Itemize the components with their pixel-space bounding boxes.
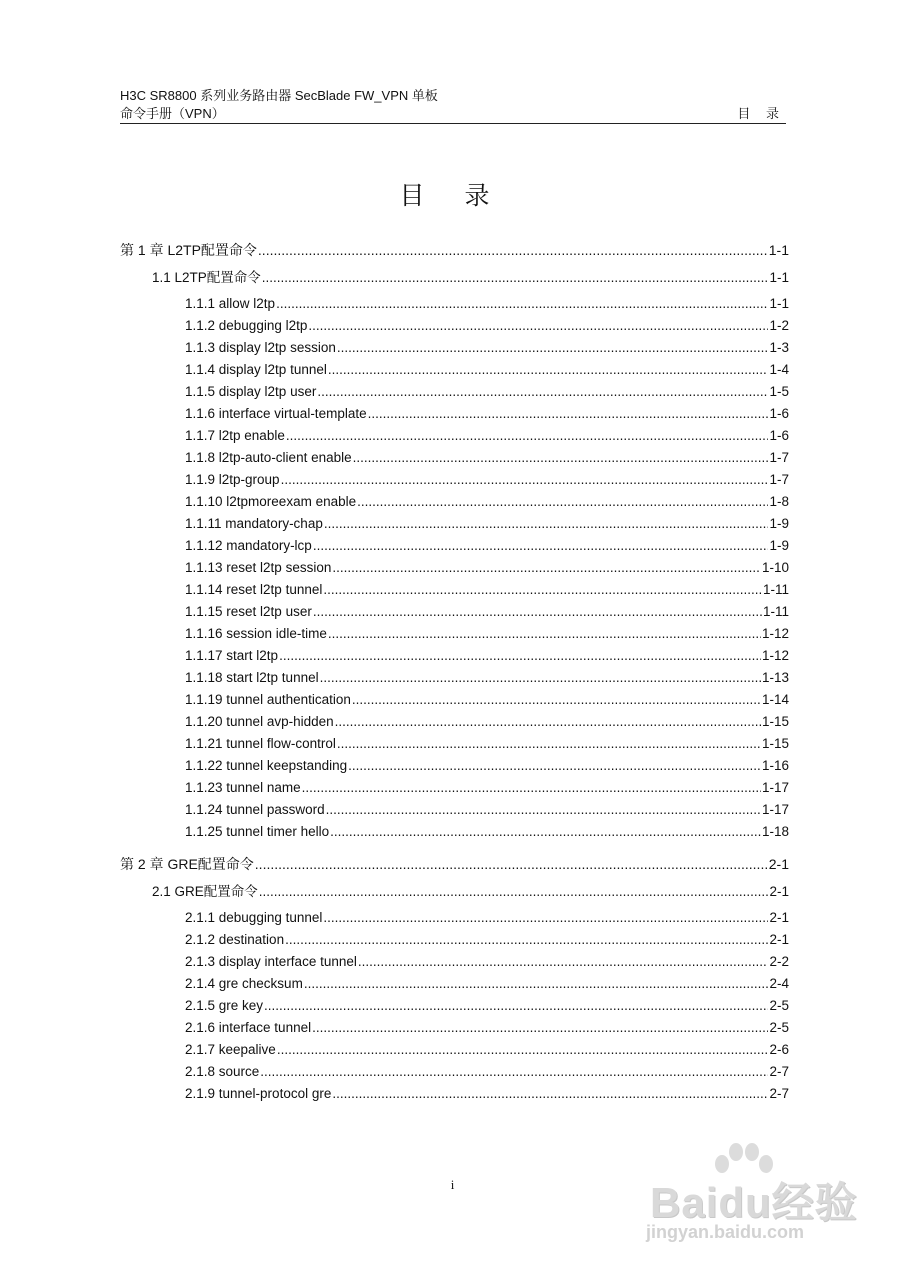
toc-entry-page: 1-7 (769, 472, 789, 487)
toc-subsection-entry[interactable] (185, 668, 789, 688)
toc-dot-leader (358, 952, 769, 972)
toc-entry-title: 2.1.6 interface tunnel (185, 1020, 312, 1035)
toc-subsection-entry[interactable] (185, 952, 789, 972)
toc-subsection-entry[interactable] (185, 908, 789, 928)
toc-entry-title: 1.1.19 tunnel authentication (185, 692, 351, 707)
toc-dot-leader (259, 882, 769, 902)
toc-entry-title: 1.1.3 display l2tp session (185, 340, 336, 355)
toc-dot-leader (255, 854, 768, 874)
toc-entry-title: 1.1.4 display l2tp tunnel (185, 362, 327, 377)
toc-dot-leader (330, 822, 761, 842)
toc-subsection-entry[interactable] (185, 602, 789, 622)
toc-dot-leader (323, 580, 762, 600)
toc-subsection-entry[interactable] (185, 514, 789, 534)
toc-subsection-entry[interactable] (185, 404, 789, 424)
toc-subsection-entry[interactable] (185, 778, 789, 798)
toc-dot-leader (313, 602, 762, 622)
toc-entry-title: 1.1.6 interface virtual-template (185, 406, 367, 421)
toc-entry-title: 2.1.5 gre key (185, 998, 264, 1013)
toc-entry-page: 1-13 (761, 670, 789, 685)
toc-dot-leader (328, 624, 761, 644)
toc-subsection-entry[interactable] (185, 756, 789, 776)
toc-subsection-entry[interactable] (185, 580, 789, 600)
toc-subsection-entry[interactable] (185, 690, 789, 710)
toc-dot-leader (326, 800, 761, 820)
toc-dot-leader (357, 492, 768, 512)
toc-entry-title: 1.1.13 reset l2tp session (185, 560, 332, 575)
toc-entry-page: 1-15 (761, 714, 789, 729)
toc-subsection-entry[interactable] (185, 1062, 789, 1082)
toc-entry-title: 1.1.21 tunnel flow-control (185, 736, 336, 751)
toc-entry-title: 第 2 章 GRE配置命令 (120, 856, 254, 872)
toc-subsection-entry[interactable] (185, 1040, 789, 1060)
toc-section-entry[interactable] (152, 268, 789, 288)
toc-subsection-entry[interactable] (185, 800, 789, 820)
toc-entry-page: 2-7 (769, 1086, 789, 1101)
toc-subsection-entry[interactable] (185, 448, 789, 468)
toc-entry-page: 2-2 (769, 954, 789, 969)
toc-dot-leader (308, 316, 768, 336)
toc-subsection-entry[interactable] (185, 930, 789, 950)
toc-entry-title: 1.1.20 tunnel avp-hidden (185, 714, 334, 729)
toc-entry-page: 1-14 (761, 692, 789, 707)
toc-entry-title: 1.1 L2TP配置命令 (152, 270, 261, 285)
toc-entry-page: 2-4 (769, 976, 789, 991)
toc-dot-leader (302, 778, 761, 798)
toc-entry-title: 1.1.9 l2tp-group (185, 472, 280, 487)
toc-subsection-entry[interactable] (185, 470, 789, 490)
toc-entry-page: 1-9 (769, 538, 789, 553)
toc-dot-leader (258, 240, 768, 260)
toc-subsection-entry[interactable] (185, 1018, 789, 1038)
toc-entry-title: 2.1.4 gre checksum (185, 976, 303, 991)
baidu-watermark (640, 1140, 880, 1250)
toc-subsection-entry[interactable] (185, 646, 789, 666)
watermark-url: jingyan.baidu.com (646, 1222, 805, 1242)
toc-dot-leader (281, 470, 769, 490)
toc-entry-title: 2.1.2 destination (185, 932, 285, 947)
toc-entry-page: 1-1 (768, 242, 789, 258)
toc-entry-page: 1-6 (769, 406, 789, 421)
toc-entry-title: 第 1 章 L2TP配置命令 (120, 242, 257, 258)
toc-subsection-entry[interactable] (185, 734, 789, 754)
toc-dot-leader (320, 668, 761, 688)
toc-entry-title: 2.1 GRE配置命令 (152, 884, 258, 899)
toc-entry-title: 1.1.8 l2tp-auto-client enable (185, 450, 352, 465)
toc-entry-page: 1-10 (761, 560, 789, 575)
toc-entry-title: 2.1.3 display interface tunnel (185, 954, 357, 969)
toc-entry-page: 1-8 (769, 494, 789, 509)
toc-subsection-entry[interactable] (185, 360, 789, 380)
running-header (120, 87, 785, 123)
toc-subsection-entry[interactable] (185, 294, 789, 314)
toc-section-entry[interactable] (152, 882, 789, 902)
toc-dot-leader (337, 734, 761, 754)
toc-entry-page: 1-4 (769, 362, 789, 377)
toc-dot-leader (335, 712, 761, 732)
toc-dot-leader (353, 448, 769, 468)
toc-subsection-entry[interactable] (185, 426, 789, 446)
toc-subsection-entry[interactable] (185, 624, 789, 644)
header-divider (120, 123, 786, 124)
toc-dot-leader (264, 996, 768, 1016)
toc-entry-page: 1-1 (769, 270, 789, 285)
toc-entry-page: 1-11 (762, 582, 789, 597)
toc-dot-leader (332, 1084, 768, 1104)
header-product-title: H3C SR8800 系列业务路由器 SecBlade FW_VPN 单板 (120, 88, 438, 103)
paw-icon (702, 1140, 782, 1180)
toc-entry-page: 1-3 (769, 340, 789, 355)
toc-entry-page: 1-16 (761, 758, 789, 773)
toc-entry-page: 1-7 (769, 450, 789, 465)
toc-entry-title: 2.1.8 source (185, 1064, 260, 1079)
toc-dot-leader (304, 974, 769, 994)
header-manual-title: 命令手册（VPN） (120, 106, 225, 121)
toc-dot-leader (277, 1040, 769, 1060)
toc-entry-title: 1.1.24 tunnel password (185, 802, 325, 817)
toc-dot-leader (332, 558, 761, 578)
toc-entry-title: 1.1.22 tunnel keepstanding (185, 758, 348, 773)
toc-subsection-entry[interactable] (185, 382, 789, 402)
toc-entry-page: 1-2 (769, 318, 789, 333)
toc-subsection-entry[interactable] (185, 316, 789, 336)
toc-entry-page: 2-5 (769, 1020, 789, 1035)
toc-entry-title: 1.1.18 start l2tp tunnel (185, 670, 319, 685)
toc-dot-leader (337, 338, 769, 358)
page-number: i (450, 1177, 455, 1192)
watermark-logo: Baidu经验 (650, 1179, 858, 1226)
toc-subsection-entry[interactable] (185, 822, 789, 842)
toc-entry-page: 1-5 (769, 384, 789, 399)
toc-entry-title: 1.1.17 start l2tp (185, 648, 279, 663)
toc-entry-page: 1-12 (761, 626, 789, 641)
header-section-label: 目 录 (737, 106, 785, 121)
toc-entry-page: 2-1 (769, 884, 789, 899)
toc-dot-leader (352, 690, 761, 710)
toc-entry-title: 2.1.7 keepalive (185, 1042, 276, 1057)
toc-entry-page: 2-5 (769, 998, 789, 1013)
toc-entry-page: 2-1 (768, 856, 789, 872)
toc-entry-title: 1.1.11 mandatory-chap (185, 516, 323, 531)
toc-entry-page: 1-11 (762, 604, 789, 619)
toc-subsection-entry[interactable] (185, 536, 789, 556)
toc-entry-title: 1.1.2 debugging l2tp (185, 318, 308, 333)
toc-subsection-entry[interactable] (185, 996, 789, 1016)
toc-dot-leader (276, 294, 768, 314)
toc-dot-leader (312, 1018, 768, 1038)
toc-entry-page: 2-6 (769, 1042, 789, 1057)
toc-entry-page: 1-12 (761, 648, 789, 663)
toc-dot-leader (262, 268, 769, 288)
toc-entry-page: 1-15 (761, 736, 789, 751)
toc-subsection-entry[interactable] (185, 1084, 789, 1104)
toc-entry-page: 1-17 (761, 780, 789, 795)
toc-entry-page: 1-6 (769, 428, 789, 443)
toc-entry-page: 1-18 (761, 824, 789, 839)
toc-chapter-entry[interactable] (120, 240, 789, 260)
toc-dot-leader (260, 1062, 768, 1082)
toc-subsection-entry[interactable] (185, 338, 789, 358)
toc-entry-title: 1.1.7 l2tp enable (185, 428, 285, 443)
page-title: 目 录 (399, 181, 506, 210)
toc-dot-leader (286, 426, 769, 446)
toc-entry-title: 1.1.14 reset l2tp tunnel (185, 582, 323, 597)
toc-entry-title: 1.1.25 tunnel timer hello (185, 824, 330, 839)
toc-subsection-entry[interactable] (185, 558, 789, 578)
toc-entry-page: 1-1 (769, 296, 789, 311)
toc-entry-title: 1.1.16 session idle-time (185, 626, 327, 641)
toc-dot-leader (324, 514, 769, 534)
toc-dot-leader (368, 404, 769, 424)
toc-dot-leader (323, 908, 768, 928)
toc-entry-title: 2.1.9 tunnel-protocol gre (185, 1086, 332, 1101)
toc-entry-page: 2-1 (769, 910, 789, 925)
toc-entry-title: 2.1.1 debugging tunnel (185, 910, 323, 925)
toc-entry-title: 1.1.10 l2tpmoreexam enable (185, 494, 357, 509)
toc-subsection-entry[interactable] (185, 712, 789, 732)
toc-dot-leader (348, 756, 761, 776)
toc-subsection-entry[interactable] (185, 492, 789, 512)
toc-entry-page: 2-1 (769, 932, 789, 947)
toc-entry-title: 1.1.15 reset l2tp user (185, 604, 312, 619)
toc-dot-leader (279, 646, 761, 666)
toc-subsection-entry[interactable] (185, 974, 789, 994)
toc-dot-leader (317, 382, 768, 402)
toc-dot-leader (328, 360, 769, 380)
toc-entry-title: 1.1.23 tunnel name (185, 780, 301, 795)
toc-entry-page: 1-9 (769, 516, 789, 531)
toc-entry-title: 1.1.1 allow l2tp (185, 296, 276, 311)
toc-dot-leader (313, 536, 769, 556)
toc-dot-leader (285, 930, 768, 950)
toc-entry-title: 1.1.5 display l2tp user (185, 384, 317, 399)
toc-entry-title: 1.1.12 mandatory-lcp (185, 538, 312, 553)
toc-chapter-entry[interactable] (120, 854, 789, 874)
toc-entry-page: 1-17 (761, 802, 789, 817)
toc-entry-page: 2-7 (769, 1064, 789, 1079)
